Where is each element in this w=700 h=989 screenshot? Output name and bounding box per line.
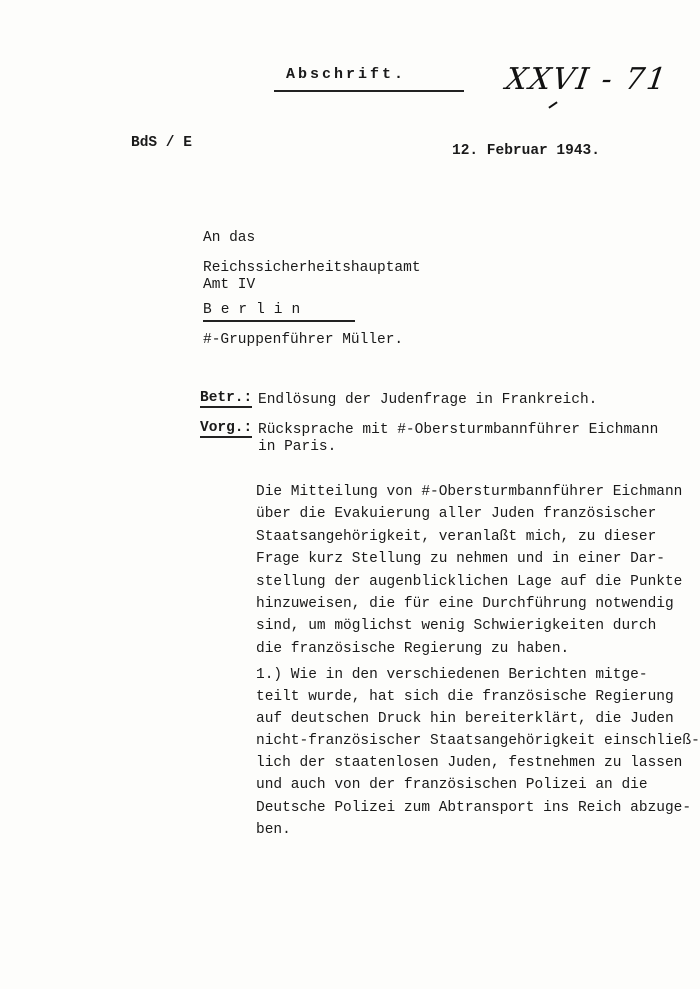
recipient-city: Berlin bbox=[203, 302, 310, 318]
paragraph-line: nicht-französischer Staatsangehörigkeit einschließ- bbox=[256, 733, 700, 750]
paragraph-line: stellung der augenblicklichen Lage auf die Punkte bbox=[256, 573, 683, 590]
document-title: Abschrift. bbox=[286, 66, 407, 83]
paragraph-2 bbox=[256, 664, 700, 841]
prior-text-line-1: Rücksprache mit #-Obersturmbannführer Eichmann bbox=[258, 422, 659, 438]
paragraph-line: Die Mitteilung von #-Obersturmbannführer Eichmann bbox=[256, 484, 683, 500]
paragraph-line: und auch von der französischen Polizei an die bbox=[256, 777, 648, 794]
paragraph-line: teilt wurde, hat sich die französische Regierung bbox=[256, 689, 674, 706]
paragraph-line: auf deutschen Druck hin bereiterklärt, die Juden bbox=[256, 711, 674, 728]
document-date: 12. Februar 1943. bbox=[452, 143, 600, 159]
paragraph-line: die französische Regierung zu haben. bbox=[256, 640, 570, 657]
recipient-line-1: An das bbox=[203, 230, 256, 246]
paragraph-line: über die Evakuierung aller Juden französischer bbox=[256, 506, 657, 523]
city-underline bbox=[203, 320, 355, 322]
paragraph-line: sind, um möglichst wenig Schwierigkeiten durch bbox=[256, 618, 657, 635]
paragraph-line: Deutsche Polizei zum Abtransport ins Reich abzuge- bbox=[256, 799, 692, 816]
paragraph-line: Staatsangehörigkeit, veranlaßt mich, zu dieser bbox=[256, 528, 657, 545]
subject-label-underline bbox=[200, 406, 252, 408]
paragraph-line: Frage kurz Stellung zu nehmen und in einer Dar- bbox=[256, 551, 665, 568]
title-underline bbox=[274, 90, 464, 92]
prior-text-line-2: in Paris. bbox=[258, 439, 337, 455]
prior-label-underline bbox=[200, 436, 252, 438]
recipient-addressee: #-Gruppenführer Müller. bbox=[203, 332, 404, 348]
handwritten-file-mark: XXVI - 71 bbox=[503, 62, 671, 97]
prior-label: Vorg.: bbox=[200, 420, 253, 436]
paragraph-line: ben. bbox=[256, 821, 291, 838]
paragraph-line: lich der staatenlosen Juden, festnehmen zu lassen bbox=[256, 755, 683, 772]
subject-label: Betr.: bbox=[200, 390, 253, 406]
paragraph-1 bbox=[256, 481, 683, 660]
subject-text: Endlösung der Judenfrage in Frankreich. bbox=[258, 392, 598, 408]
recipient-line-3: Amt IV bbox=[203, 277, 256, 293]
paragraph-line: hinzuweisen, die für eine Durchführung notwendig bbox=[256, 596, 674, 613]
paragraph-line: 1.) Wie in den verschiedenen Berichten mitge- bbox=[256, 667, 648, 683]
recipient-line-2: Reichssicherheitshauptamt bbox=[203, 260, 421, 276]
office-reference: BdS / E bbox=[131, 135, 192, 151]
handwritten-tick bbox=[548, 101, 557, 108]
